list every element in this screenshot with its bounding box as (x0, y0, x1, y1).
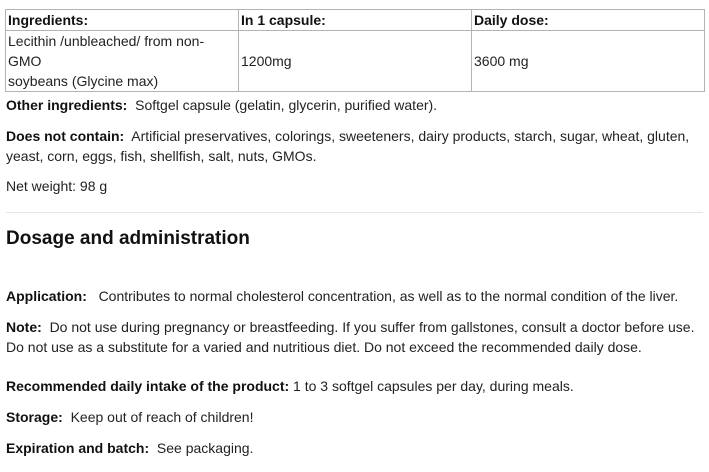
note-label: Note: (6, 319, 42, 335)
section-divider (6, 212, 703, 213)
does-not-contain-text: Artificial preservatives, colorings, sweeteners, dairy products, starch, sugar, wheat, gluten, (131, 128, 690, 144)
header-daily-dose: Daily dose: (472, 10, 705, 31)
table-row (6, 31, 705, 92)
daily-dose-cell: 3600 mg (472, 31, 705, 92)
net-weight: Net weight: 98 g (6, 178, 108, 194)
header-per-capsule: In 1 capsule: (239, 10, 472, 31)
storage-label: Storage: (6, 409, 63, 425)
expiration-label: Expiration and batch: (6, 440, 150, 456)
note-text: Do not use during pregnancy or breastfeeding. If you suffer from gallstones, consult a doctor before use. (49, 319, 695, 335)
note (6, 317, 706, 357)
other-ingredients-label: Other ingredients: (6, 97, 128, 113)
expiration-text: See packaging. (156, 440, 254, 456)
other-ingredients-text: Softgel capsule (gelatin, glycerin, purified water). (135, 97, 438, 113)
expiration-batch (6, 438, 706, 458)
note-text-line2: Do not use as a substitute for a varied and nutritious diet. Do not exceed the recommended daily dose. (6, 339, 642, 355)
application-text: Contributes to normal cholesterol concentration, as well as to the normal condition of the liver. (98, 288, 679, 304)
table-header-row (6, 10, 705, 31)
other-ingredients (6, 95, 706, 115)
dosage-heading: Dosage and administration (6, 228, 250, 249)
ingredients-table (5, 9, 705, 92)
storage (6, 407, 706, 427)
ingredient-cell (6, 31, 239, 92)
ingredient-name-line2: soybeans (Glycine max) (8, 73, 159, 89)
application-label: Application: (6, 288, 87, 304)
recommended-intake (6, 376, 706, 396)
storage-text: Keep out of reach of children! (70, 409, 254, 425)
per-capsule-cell: 1200mg (239, 31, 472, 92)
does-not-contain (6, 126, 706, 166)
application (6, 286, 706, 306)
intake-label: Recommended daily intake of the product: (6, 378, 290, 394)
does-not-contain-label: Does not contain: (6, 128, 125, 144)
header-ingredients: Ingredients: (6, 10, 239, 31)
intake-text: 1 to 3 softgel capsules per day, during meals. (293, 378, 574, 394)
does-not-contain-text-line2: yeast, corn, eggs, fish, shellfish, salt, nuts, GMOs. (6, 148, 317, 164)
ingredient-name-line1: Lecithin /unbleached/ from non-GMO (8, 33, 205, 69)
